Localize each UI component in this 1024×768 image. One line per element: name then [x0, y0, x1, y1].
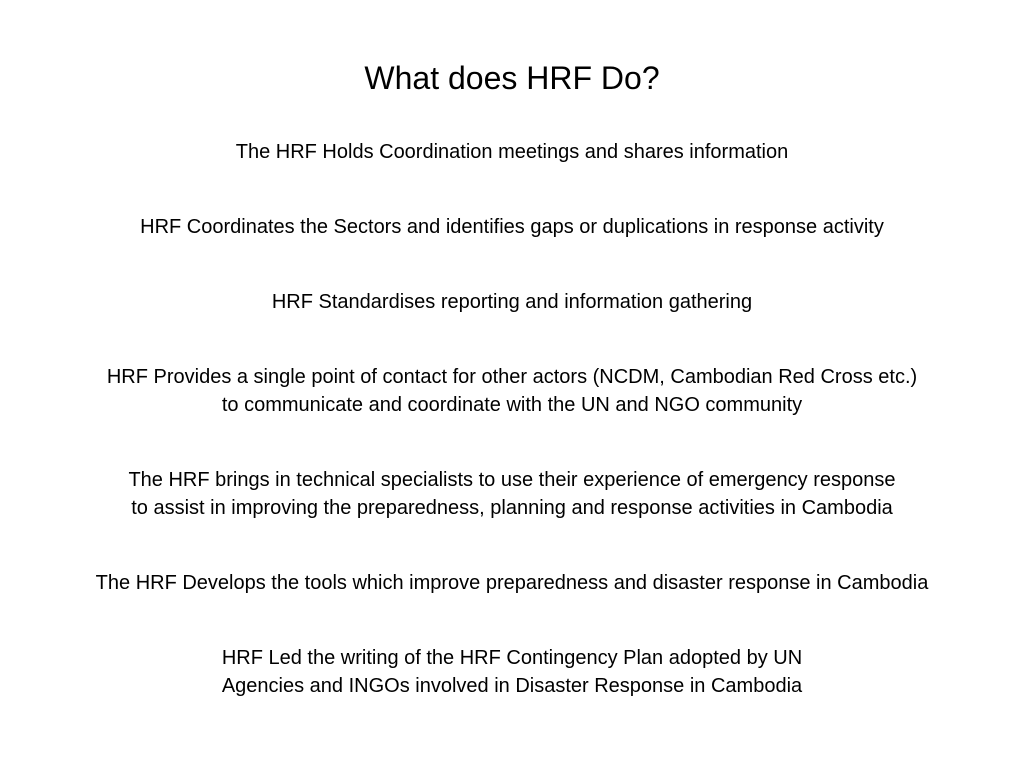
- point-technical-specialists: [0, 466, 1024, 522]
- point-develops-tools: [0, 569, 1024, 597]
- point-line: Agencies and INGOs involved in Disaster Response in Cambodia: [221, 675, 803, 697]
- point-holds-coordination-meetings: [0, 138, 1024, 166]
- point-contingency-plan: [0, 644, 1024, 700]
- point-line: The HRF Holds Coordination meetings and shares information: [235, 141, 789, 163]
- point-line: HRF Standardises reporting and information gathering: [271, 291, 753, 313]
- point-standardises-reporting: [0, 288, 1024, 316]
- point-line: to communicate and coordinate with the UN and NGO community: [221, 394, 803, 416]
- point-line: HRF Led the writing of the HRF Contingency Plan adopted by UN: [221, 647, 803, 669]
- point-single-point-of-contact: [0, 363, 1024, 419]
- point-line: The HRF brings in technical specialists to use their experience of emergency response: [128, 469, 896, 491]
- point-line: The HRF Develops the tools which improve preparedness and disaster response in Cambodia: [95, 572, 929, 594]
- point-line: HRF Coordinates the Sectors and identifies gaps or duplications in response activity: [140, 216, 884, 238]
- point-coordinates-sectors: [0, 213, 1024, 241]
- point-line: HRF Provides a single point of contact for other actors (NCDM, Cambodian Red Cross etc.): [106, 366, 918, 388]
- slide-title: What does HRF Do?: [364, 60, 660, 96]
- point-line: to assist in improving the preparedness, planning and response activities in Cambodia: [131, 497, 893, 519]
